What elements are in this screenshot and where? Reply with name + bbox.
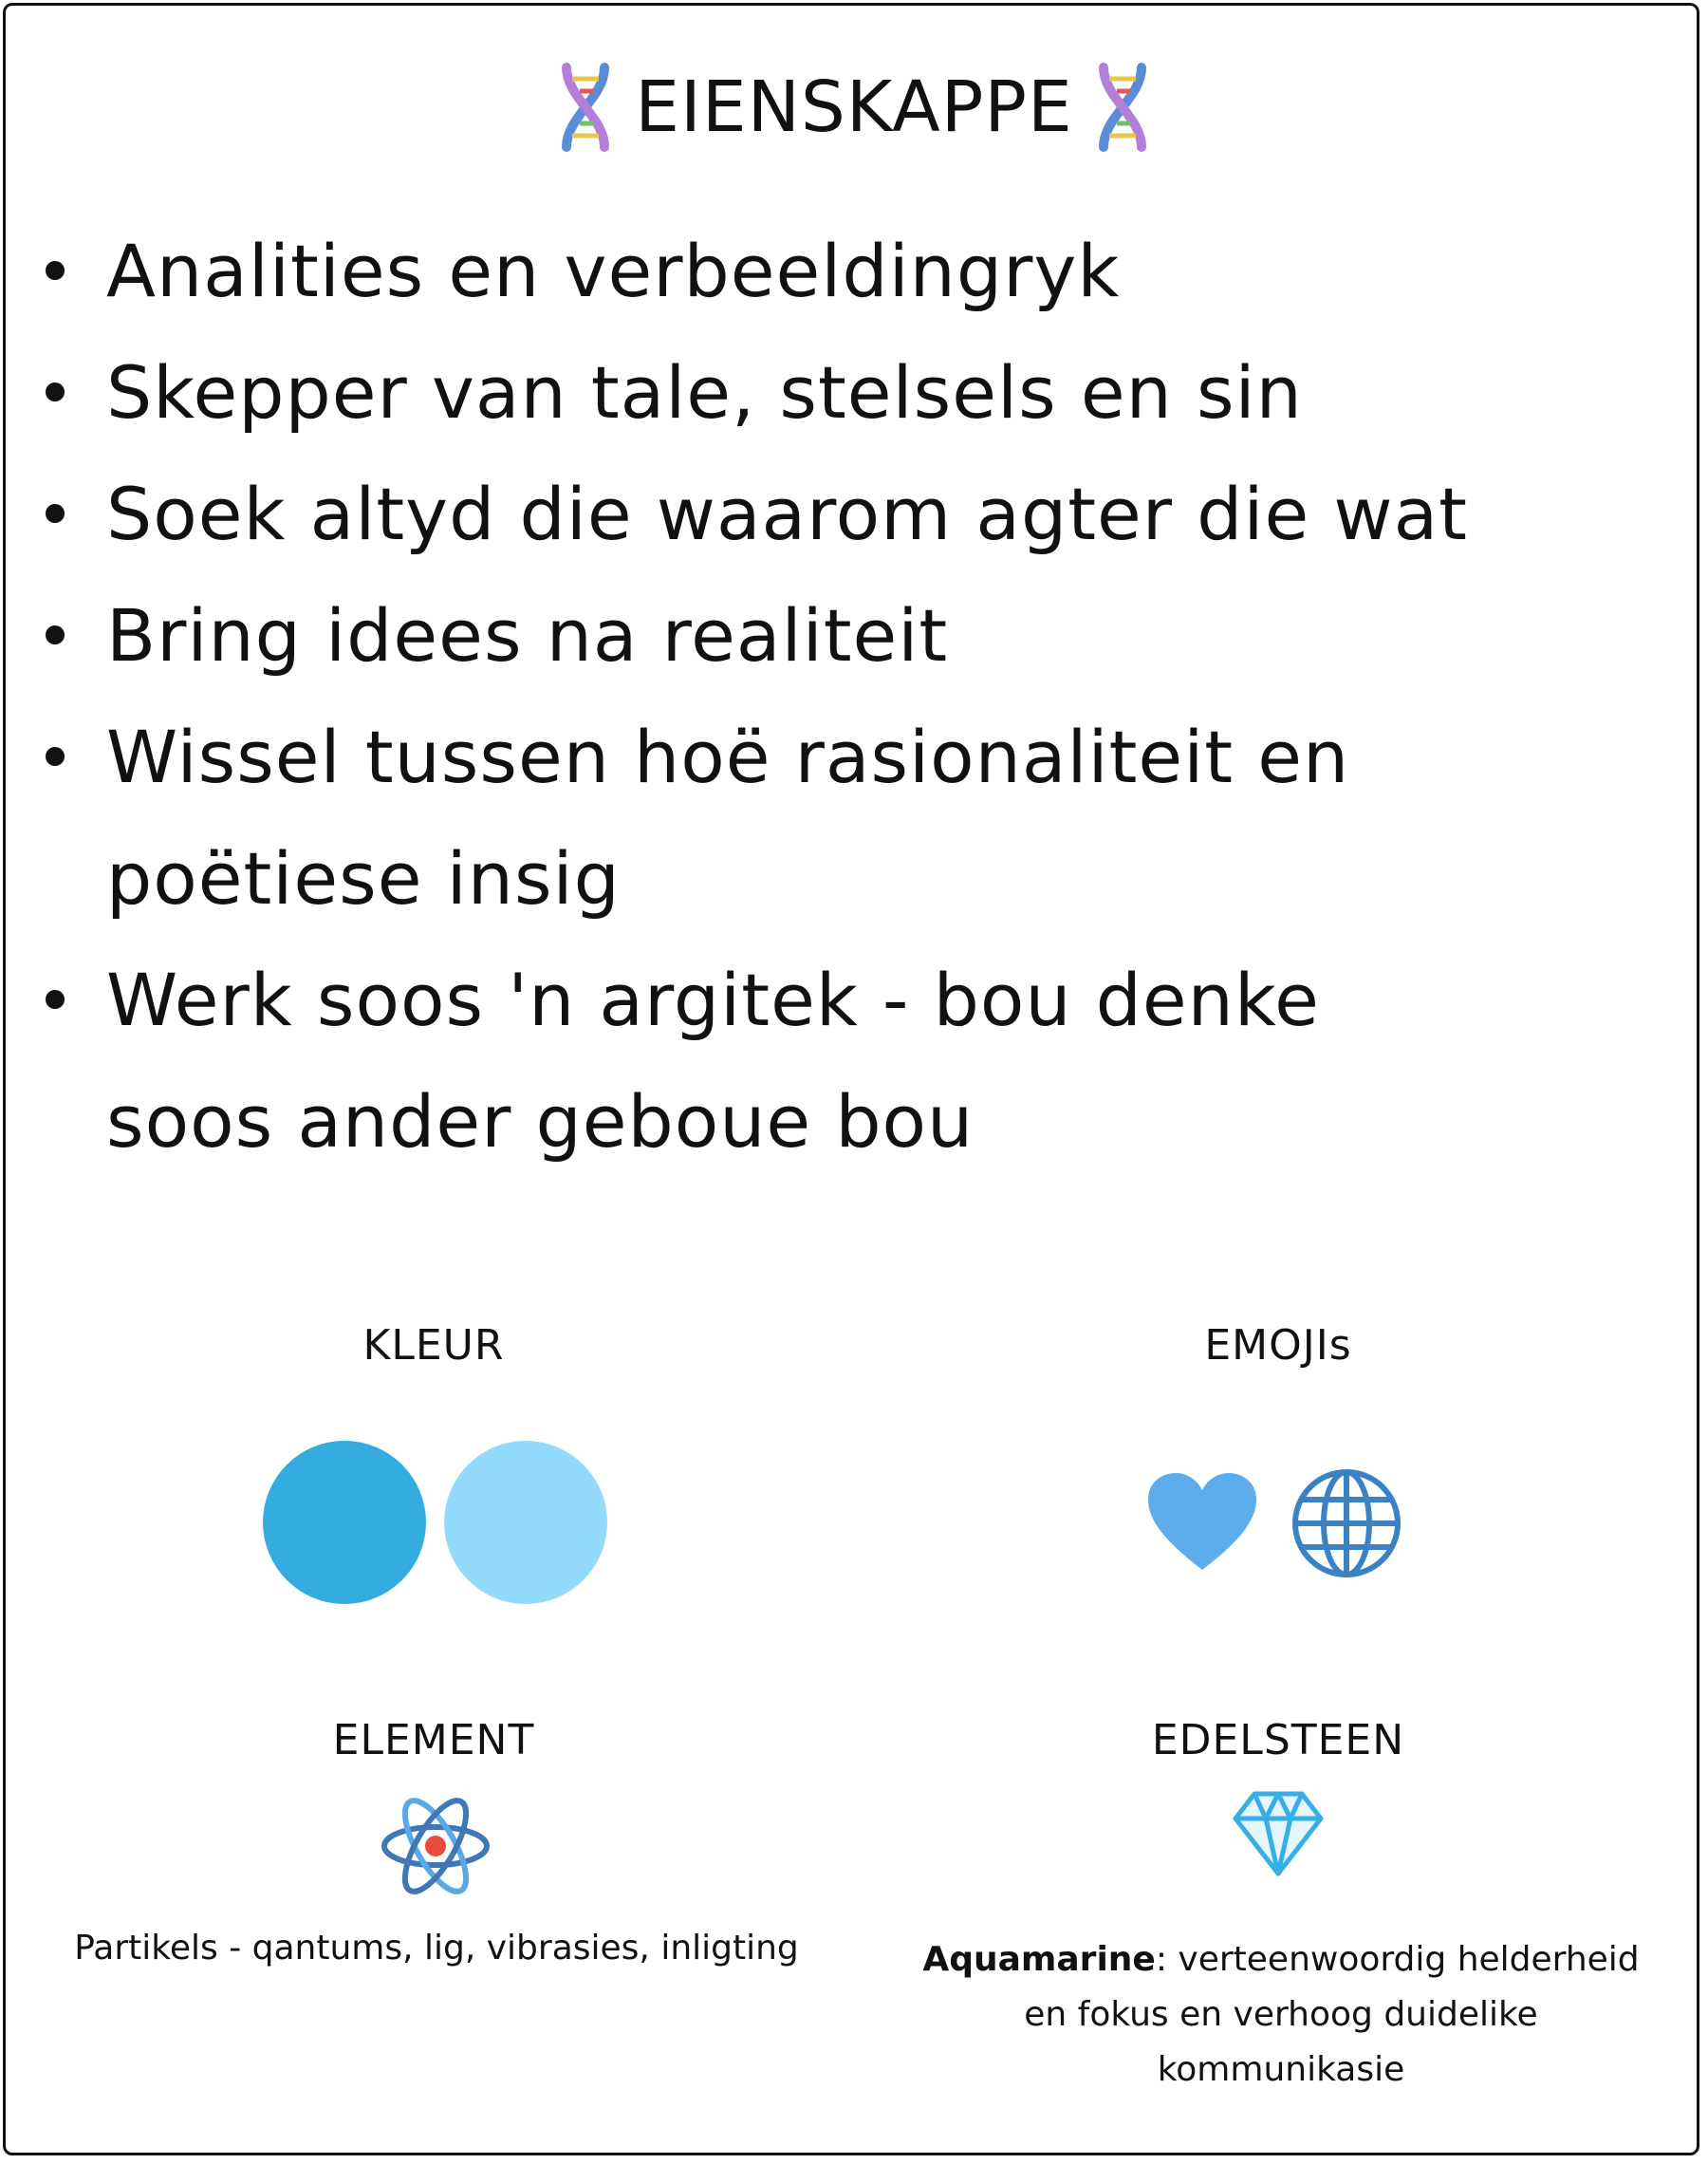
- element-label: ELEMENT: [332, 1716, 535, 1764]
- trait-text: Analities en verbeeldingryk: [106, 229, 1121, 313]
- edelsteen-description: [873, 1932, 1689, 2098]
- gemstone-description-3: kommunikasie: [1157, 2050, 1405, 2089]
- element-description: Partikels - qantums, lig, vibrasies, inligting: [74, 1929, 799, 1968]
- trait-item: [38, 332, 1689, 454]
- bullet-dot: [46, 382, 65, 401]
- trait-text: Soek altyd die waarom agter die wat: [106, 472, 1468, 556]
- trait-item-continuation: [38, 1061, 1689, 1183]
- trait-text: soos ander geboue bou: [106, 1079, 975, 1164]
- edelsteen-line-1: [873, 1932, 1689, 1987]
- trait-text: poëtiese insig: [106, 836, 621, 921]
- atom-icon: [380, 1794, 492, 1902]
- trait-list: [38, 211, 1689, 1183]
- color-swatch-secondary: [444, 1441, 607, 1604]
- color-swatch-primary: [263, 1441, 426, 1604]
- heart-icon: [1146, 1471, 1258, 1577]
- bullet-dot: [46, 625, 65, 644]
- dna-icon: [1075, 60, 1170, 155]
- trait-text: Wissel tussen hoë rasionaliteit en: [106, 715, 1350, 799]
- edelsteen-label: EDELSTEEN: [1151, 1716, 1405, 1764]
- trait-item: [38, 697, 1689, 818]
- bullet-dot: [46, 261, 65, 280]
- page-title: [0, 55, 1708, 159]
- trait-item-continuation: [38, 818, 1689, 940]
- trait-item: [38, 211, 1689, 332]
- kleur-label: KLEUR: [362, 1321, 505, 1370]
- dna-icon: [538, 60, 633, 155]
- emojis-label: EMOJIs: [1204, 1321, 1352, 1370]
- trait-item: [38, 454, 1689, 575]
- bullet-dot: [46, 747, 65, 766]
- bullet-dot: [46, 504, 65, 523]
- gemstone-description-2: en fokus en verhoog duidelike: [1024, 1995, 1538, 2034]
- trait-item: [38, 575, 1689, 697]
- trait-item: [38, 940, 1689, 1061]
- diamond-icon: [1232, 1790, 1325, 1881]
- gemstone-name: Aquamarine: [922, 1940, 1156, 1979]
- trait-text: Skepper van tale, stelsels en sin: [106, 350, 1303, 435]
- bullet-dot: [46, 990, 65, 1009]
- trait-text: Werk soos 'n argitek - bou denke: [106, 958, 1320, 1042]
- gemstone-description-1: : verteenwoordig helderheid: [1155, 1940, 1640, 1979]
- trait-text: Bring idees na realiteit: [106, 593, 949, 678]
- title-text: EIENSKAPPE: [635, 66, 1073, 148]
- globe-icon: [1290, 1467, 1402, 1583]
